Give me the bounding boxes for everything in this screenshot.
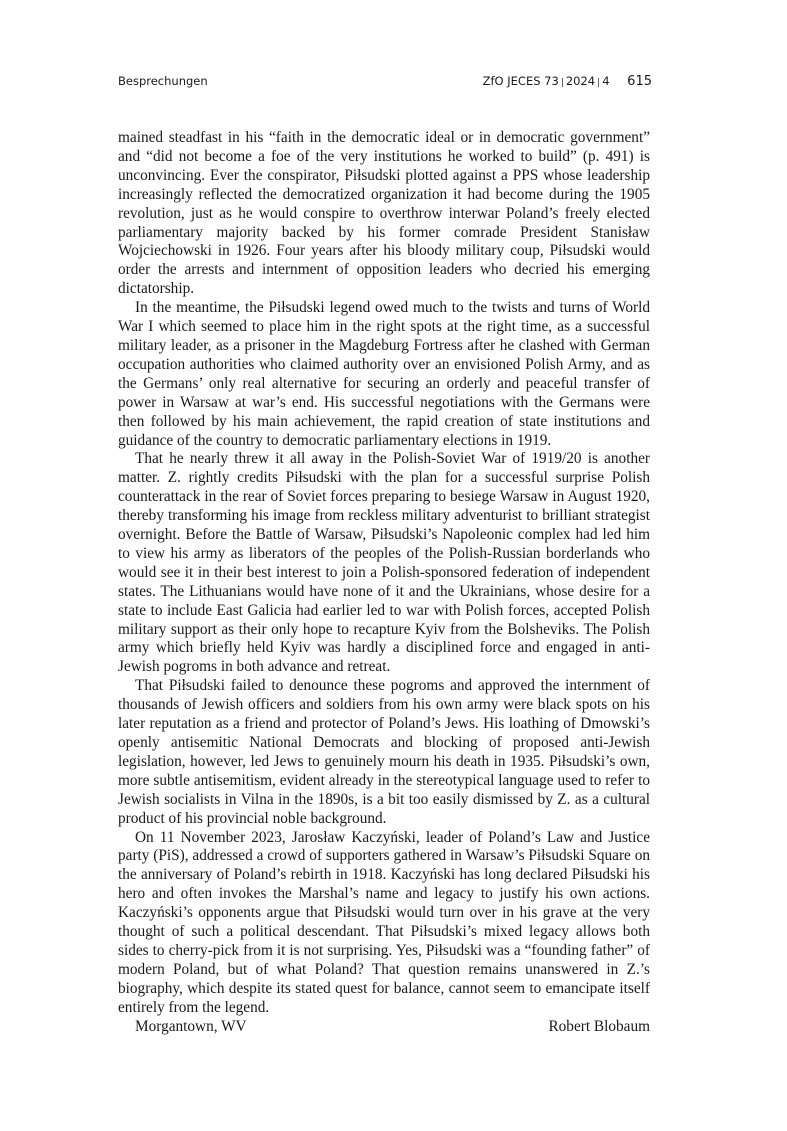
section-title: Besprechungen [118,74,208,88]
article-body [118,129,650,1037]
paragraph: On 11 November 2023, Jarosław Kaczyński, leader of Poland’s Law and Justice party (PiS), addressed a crowd of supporters gathered in Warsaw’s Piłsudski Square on the anniversary of Poland’s rebirth in 1918. Kaczyński has long declared Piłsudski his hero and often invokes the Marshal’s name and legacy to justify his own actions. Kaczyński’s opponents argue that Piłsudski would turn over in his grave at the very thought of such a political descendant. That Piłsudski’s mixed legacy allows both sides to cherry-pick from it is not surprising. Yes, Piłsudski was a “founding father” of modern Poland, but of what Poland? That question remains unanswered in Z.’s biography, which despite its stated quest for balance, cannot seem to emancipate itself entirely from the legend. [118,828,650,1016]
running-head [118,74,652,92]
separator: | [597,78,601,88]
issue-number: 4 [602,74,610,88]
review-signoff [118,1018,650,1037]
journal-name: ZfO JECES [482,74,541,88]
paragraph: That Piłsudski failed to denounce these pogroms and approved the internment of thousands of Jewish officers and soldiers from his own army were black spots on his later reputation as a friend and protector of Poland’s Jews. His loathing of Dmowski’s openly antisemitic National Democrats and blocking of proposed anti-Jewish legislation, however, led Jews to genuinely mourn his death in 1935. Piłsudski’s own, more subtle antisemitism, evident already in the stereotypical language used to refer to Jewish socialists in Vilna in the 1890s, is a bit too easily dismissed by Z. as a cultural product of his provincial noble background. [118,677,650,827]
reviewer-name: Robert Blobaum [548,1017,650,1035]
paragraph: mained steadfast in his “faith in the democratic ideal or in democratic government” and “did not become a foe of the very institutions he worked to build” (p. 491) is unconvincing. Ever the conspirator, Piłsudski plotted against a PPS whose leadership increasingly reflected the democratized organization it had become during the 1905 revolution, just as he would conspire to overthrow interwar Poland’s freely elected parliamentary majority backed by his former comrade President Stanisław Wojciechowski in 1926. Four years after his bloody military coup, Piłsudski would order the arrests and internment of opposition leaders who decried his emerging dictatorship. [118,129,650,298]
paragraph: That he nearly threw it all away in the Polish-Soviet War of 1919/20 is another matter. Z. rightly credits Piłsudski with the plan for a successful surprise Polish counterattack in the rear of Soviet forces preparing to besiege Warsaw in August 1920, thereby transforming his image from reckless military adventurist to brilliant strategist overnight. Before the Battle of Warsaw, Piłsudski’s Napoleonic complex had led him to view his army as liberators of the peoples of the Polish-Russian borderlands who would see it in their best interest to join a Polish-sponsored federation of independent states. The Lithuanians would have none of it and the Ukrainians, whose desire for a state to include East Galicia had earlier led to war with Polish forces, accepted Polish military support as their only hope to recapture Kyiv from the Bolsheviks. The Polish army which briefly held Kyiv was hardly a disciplined force and engaged in anti-Jewish pogroms in both advance and retreat. [118,450,650,676]
reviewer-location: Morgantown, WV [135,1017,247,1035]
separator: | [560,78,564,88]
paragraph: In the meantime, the Piłsudski legend owed much to the twists and turns of World War I which seemed to place him in the right spots at the right time, as a successful military leader, as a prisoner in the Magdeburg Fortress after he clashed with German occupation authorities who claimed authority over an envisioned Polish Army, and as the Germans’ only real alternative for securing an orderly and peaceful transfer of power in Warsaw at war’s end. His successful negotiations with the Germans were then followed by his main achievement, the rapid creation of state institutions and guidance of the country to democratic parliamentary elections in 1919. [118,299,650,449]
journal-info [483,74,652,89]
year: 2024 [565,74,596,88]
page-number: 615 [627,74,652,89]
volume-number: 73 [544,74,559,88]
